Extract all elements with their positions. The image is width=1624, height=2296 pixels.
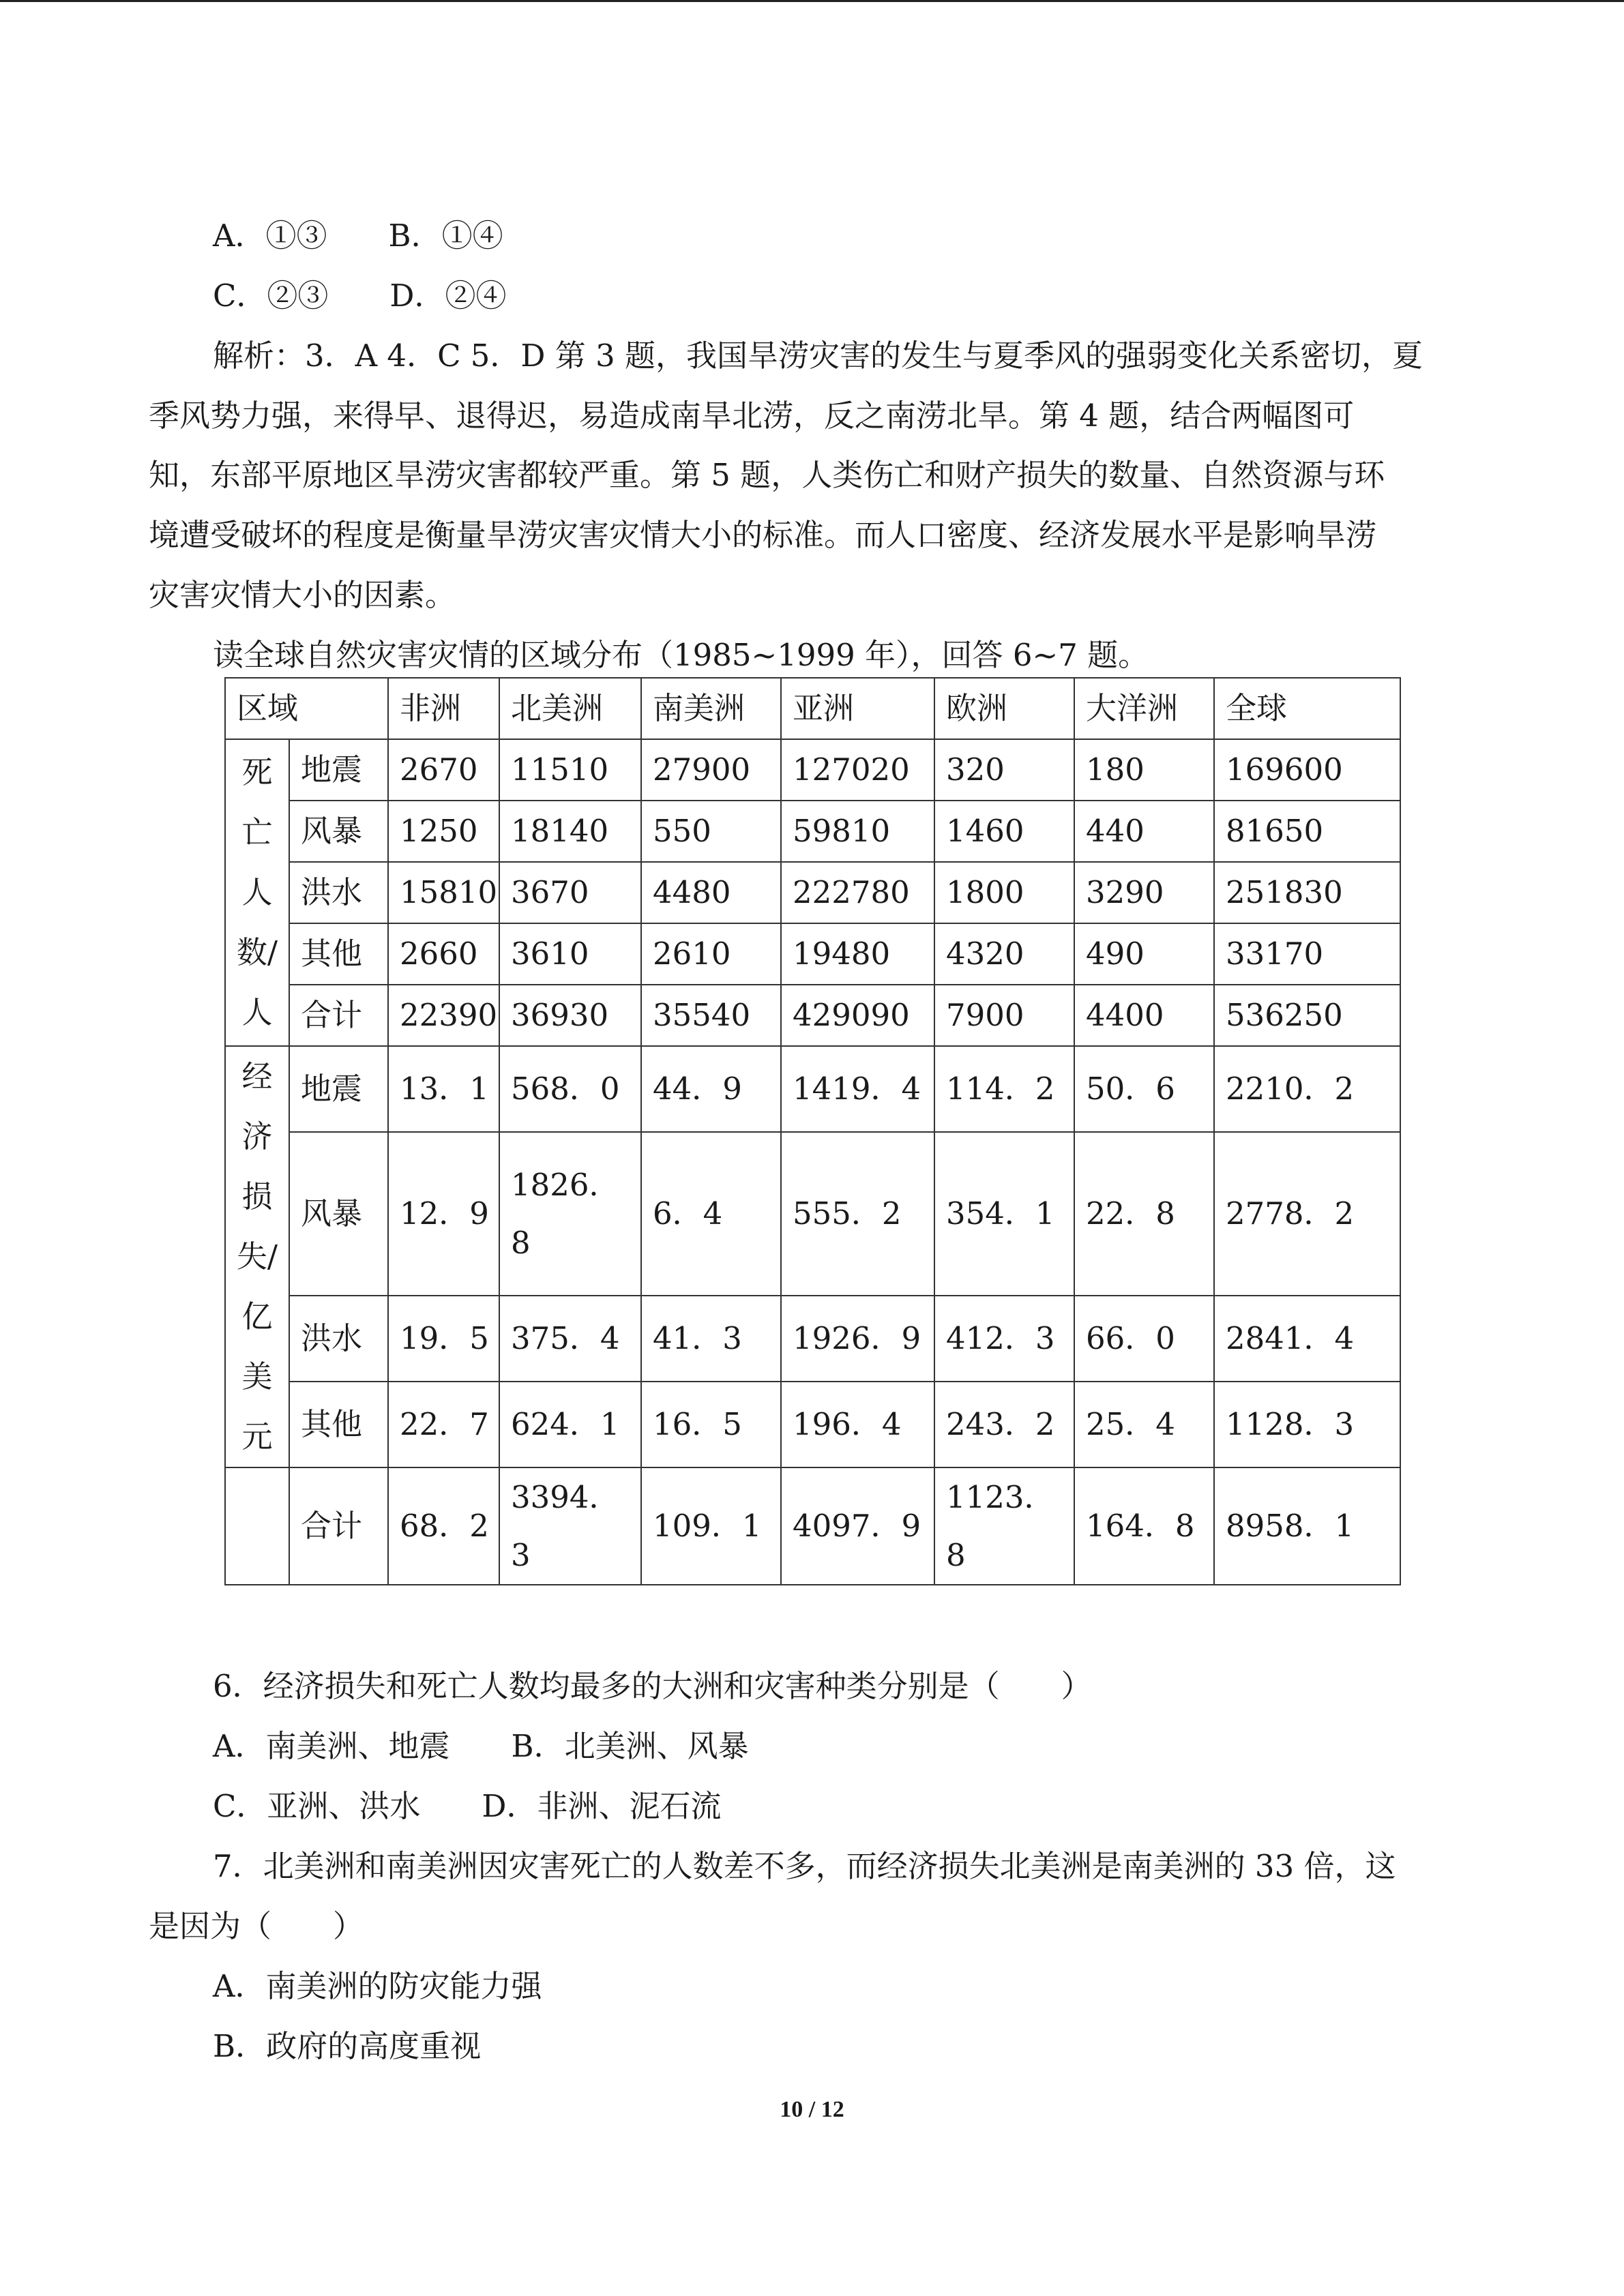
table-cell: 568．0 [499,1046,641,1132]
row-label: 地震 [289,1046,388,1132]
table-cell: 490 [1074,923,1214,985]
table-cell: 354．1 [934,1132,1074,1296]
table-cell: 550 [641,801,781,862]
table-cell: 19．5 [388,1296,499,1382]
table-cell: 22．8 [1074,1132,1214,1296]
table-cell: 44．9 [641,1046,781,1132]
table-cell: 2670 [388,739,499,801]
table-row [225,739,1400,801]
header-cell: 欧洲 [934,678,1074,739]
table-cell: 68．2 [388,1467,499,1585]
table-cell: 1419．4 [781,1046,934,1132]
table-cell: 50．6 [1074,1046,1214,1132]
table-cell: 3394．3 [499,1467,641,1585]
row-label: 合计 [289,1467,388,1585]
question-7-line-2: 是因为（ ） [149,1908,364,1944]
table-cell: 4480 [641,862,781,923]
analysis-line-2: 季风势力强，来得早、退得迟，易造成南旱北涝，反之南涝北旱。第 4 题，结合两幅图可 [149,398,1355,434]
table-cell: 2210．2 [1214,1046,1400,1132]
disaster-table [224,677,1401,1585]
table-cell: 41．3 [641,1296,781,1382]
analysis-line-5: 灾害灾情大小的因素。 [149,577,456,613]
table-cell: 169600 [1214,739,1400,801]
row-label: 合计 [289,985,388,1046]
table-cell: 222780 [781,862,934,923]
table-cell: 4320 [934,923,1074,985]
table-cell: 1926．9 [781,1296,934,1382]
table-cell: 2841．4 [1214,1296,1400,1382]
table-row [225,1467,1400,1585]
row-label: 其他 [289,1382,388,1467]
table-cell: 1128．3 [1214,1382,1400,1467]
table-cell: 19480 [781,923,934,985]
table-cell: 18140 [499,801,641,862]
page-number: 10 / 12 [780,2097,844,2122]
header-cell: 非洲 [388,678,499,739]
table-cell: 59810 [781,801,934,862]
table-cell: 164．8 [1074,1467,1214,1585]
table-cell: 555．2 [781,1132,934,1296]
header-cell: 大洋洲 [1074,678,1214,739]
table-cell: 22390 [388,985,499,1046]
table-cell: 7900 [934,985,1074,1046]
table-cell: 429090 [781,985,934,1046]
group-label-losses: 经济损失/亿美元 [225,1046,289,1467]
table-cell: 36930 [499,985,641,1046]
table-cell: 16．5 [641,1382,781,1467]
table-cell: 196．4 [781,1382,934,1467]
table-cell: 1826．8 [499,1132,641,1296]
row-label: 洪水 [289,1296,388,1382]
table-cell: 3290 [1074,862,1214,923]
row-label: 地震 [289,739,388,801]
table-cell: 2660 [388,923,499,985]
table-intro: 读全球自然灾害灾情的区域分布（1985~1999 年），回答 6~7 题。 [213,637,1149,673]
analysis-line-4: 境遭受破坏的程度是衡量旱涝灾害灾情大小的标准。而人口密度、经济发展水平是影响旱涝 [149,517,1377,553]
table-cell: 27900 [641,739,781,801]
header-cell: 北美洲 [499,678,641,739]
row-label: 风暴 [289,801,388,862]
table-row [225,1046,1400,1132]
table-cell: 6．4 [641,1132,781,1296]
table-cell: 127020 [781,739,934,801]
row-label: 其他 [289,923,388,985]
row-label: 风暴 [289,1132,388,1296]
group-label-deaths: 死亡人数/人 [225,739,289,1046]
page-top-border [0,0,1624,2]
table-cell: 4097．9 [781,1467,934,1585]
table-cell: 375．4 [499,1296,641,1382]
option-line-cd: C．②③ D．②④ [213,278,507,314]
table-row [225,985,1400,1046]
table-cell: 440 [1074,801,1214,862]
table-cell: 12．9 [388,1132,499,1296]
table-cell: 33170 [1214,923,1400,985]
table-row [225,923,1400,985]
row-label: 洪水 [289,862,388,923]
table-cell: 412．3 [934,1296,1074,1382]
table-cell: 81650 [1214,801,1400,862]
table-row [225,1382,1400,1467]
table-cell: 2610 [641,923,781,985]
header-cell: 亚洲 [781,678,934,739]
table-cell: 320 [934,739,1074,801]
q7-option-a: A．南美洲的防灾能力强 [213,1968,542,2004]
table-cell: 114．2 [934,1046,1074,1132]
analysis-line-1: 解析：3．A 4．C 5．D 第 3 题，我国旱涝灾害的发生与夏季风的强弱变化关系密切，夏 [213,338,1423,374]
header-cell: 南美洲 [641,678,781,739]
header-cell: 全球 [1214,678,1400,739]
table-cell: 22．7 [388,1382,499,1467]
option-line-ab: A．①③ B．①④ [213,218,503,254]
table-cell: 13．1 [388,1046,499,1132]
q6-options-ab: A．南美洲、地震 B．北美洲、风暴 [213,1728,749,1764]
question-6: 6．经济损失和死亡人数均最多的大洲和灾害种类分别是（ ） [213,1668,1092,1704]
q7-option-b: B．政府的高度重视 [213,2028,482,2064]
table-cell: 3610 [499,923,641,985]
table-cell: 35540 [641,985,781,1046]
analysis-line-3: 知，东部平原地区旱涝灾害都较严重。第 5 题，人类伤亡和财产损失的数量、自然资源与环 [149,457,1385,493]
table-cell: 8958．1 [1214,1467,1400,1585]
table-cell: 25．4 [1074,1382,1214,1467]
table-cell: 66．0 [1074,1296,1214,1382]
table-cell: 3670 [499,862,641,923]
table-row [225,801,1400,862]
table-cell: 536250 [1214,985,1400,1046]
table-row [225,862,1400,923]
table-cell: 15810 [388,862,499,923]
table-header-row [225,678,1400,739]
table-cell: 1460 [934,801,1074,862]
table-cell: 2778．2 [1214,1132,1400,1296]
header-cell: 区域 [225,678,388,739]
question-7-line-1: 7．北美洲和南美洲因灾害死亡的人数差不多，而经济损失北美洲是南美洲的 33 倍，这 [213,1848,1396,1884]
table-cell: 109．1 [641,1467,781,1585]
table-cell: 11510 [499,739,641,801]
table-cell: 1250 [388,801,499,862]
q6-options-cd: C．亚洲、洪水 D．非洲、泥石流 [213,1788,722,1824]
table-cell: 180 [1074,739,1214,801]
table-cell: 251830 [1214,862,1400,923]
table-cell: 4400 [1074,985,1214,1046]
table-cell: 1800 [934,862,1074,923]
table-row [225,1132,1400,1296]
table-row [225,1296,1400,1382]
table-cell: 1123．8 [934,1467,1074,1585]
table-cell: 624．1 [499,1382,641,1467]
table-cell: 243．2 [934,1382,1074,1467]
empty-cell [225,1467,289,1585]
